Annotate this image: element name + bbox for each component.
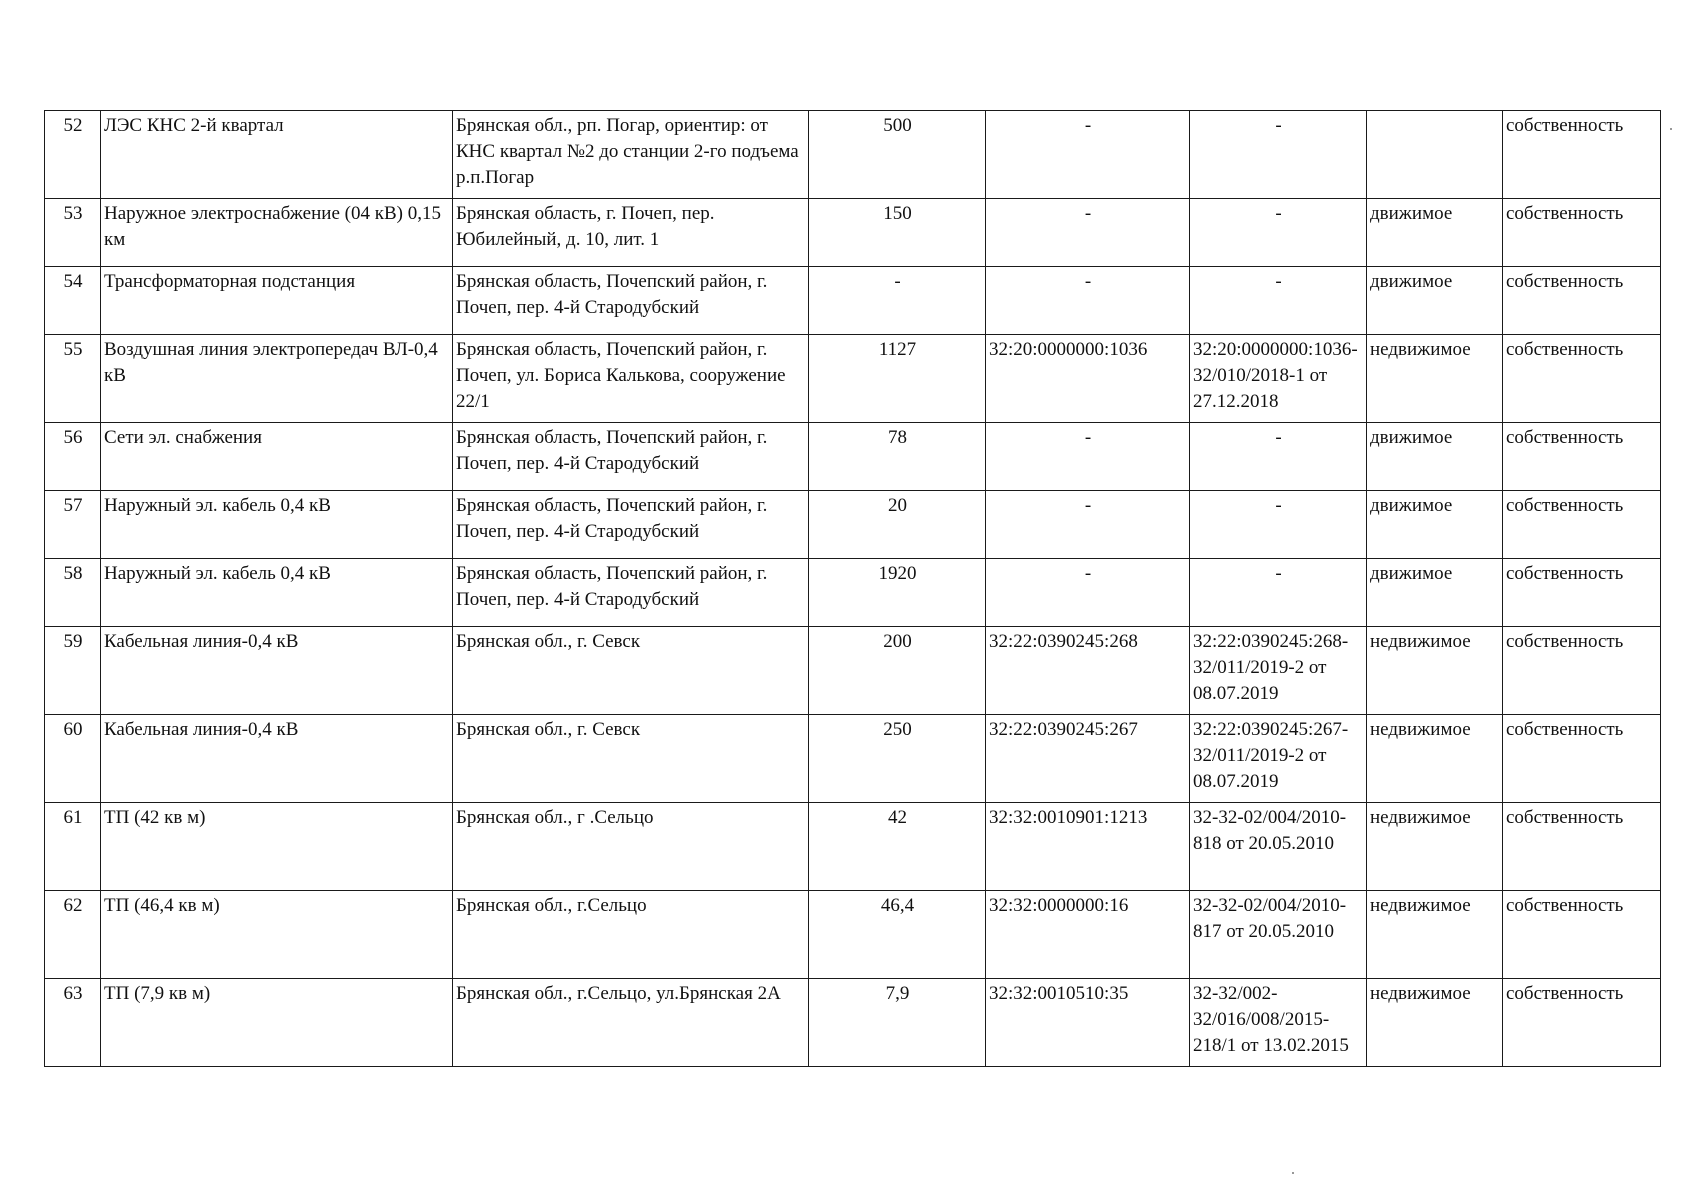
- ownership-right: собственность: [1503, 803, 1661, 891]
- row-number: 54: [45, 267, 101, 335]
- object-length: 1127: [809, 335, 986, 423]
- cadastral-number: 32:32:0000000:16: [986, 891, 1190, 979]
- ownership-right: собственность: [1503, 267, 1661, 335]
- property-kind: недвижимое: [1367, 803, 1503, 891]
- object-address: Брянская область, Почепский район, г. Почеп, ул. Бориса Калькова, сооружение 22/1: [453, 335, 809, 423]
- table-row: [45, 979, 1661, 1067]
- cadastral-number: 32:22:0390245:267: [986, 715, 1190, 803]
- cadastral-number: -: [986, 423, 1190, 491]
- object-length: 250: [809, 715, 986, 803]
- registration-record: -: [1190, 267, 1367, 335]
- table-row: [45, 491, 1661, 559]
- property-kind: движимое: [1367, 423, 1503, 491]
- object-length: 500: [809, 111, 986, 199]
- object-length: 78: [809, 423, 986, 491]
- registration-record: -: [1190, 199, 1367, 267]
- ownership-right: собственность: [1503, 335, 1661, 423]
- table-row: [45, 627, 1661, 715]
- cadastral-number: -: [986, 559, 1190, 627]
- ownership-right: собственность: [1503, 627, 1661, 715]
- property-kind: недвижимое: [1367, 979, 1503, 1067]
- row-number: 59: [45, 627, 101, 715]
- cadastral-number: -: [986, 491, 1190, 559]
- cadastral-number: -: [986, 111, 1190, 199]
- object-name: Наружный эл. кабель 0,4 кВ: [101, 559, 453, 627]
- table-row: [45, 559, 1661, 627]
- registration-record: -: [1190, 559, 1367, 627]
- registration-record: 32:20:0000000:1036-32/010/2018-1 от 27.12.2018: [1190, 335, 1367, 423]
- registration-record: 32:22:0390245:267-32/011/2019-2 от 08.07.2019: [1190, 715, 1367, 803]
- ownership-right: собственность: [1503, 715, 1661, 803]
- object-length: 46,4: [809, 891, 986, 979]
- cadastral-number: 32:32:0010901:1213: [986, 803, 1190, 891]
- row-number: 61: [45, 803, 101, 891]
- scan-speck: [1670, 128, 1672, 130]
- ownership-right: собственность: [1503, 199, 1661, 267]
- object-length: 1920: [809, 559, 986, 627]
- table-row: [45, 111, 1661, 199]
- ownership-right: собственность: [1503, 111, 1661, 199]
- ownership-right: собственность: [1503, 891, 1661, 979]
- table-row: [45, 335, 1661, 423]
- object-name: ТП (42 кв м): [101, 803, 453, 891]
- table-row: [45, 891, 1661, 979]
- object-length: 200: [809, 627, 986, 715]
- object-address: Брянская обл., г.Сельцо, ул.Брянская 2А: [453, 979, 809, 1067]
- property-kind: [1367, 111, 1503, 199]
- object-address: Брянская обл., г. Севск: [453, 627, 809, 715]
- object-name: Наружное электроснабжение (04 кВ) 0,15 км: [101, 199, 453, 267]
- object-address: Брянская обл., г. Севск: [453, 715, 809, 803]
- object-length: 20: [809, 491, 986, 559]
- row-number: 53: [45, 199, 101, 267]
- object-length: 150: [809, 199, 986, 267]
- table-row: [45, 423, 1661, 491]
- row-number: 52: [45, 111, 101, 199]
- registration-record: 32-32-02/004/2010-817 от 20.05.2010: [1190, 891, 1367, 979]
- object-name: Трансформаторная подстанция: [101, 267, 453, 335]
- property-kind: движимое: [1367, 267, 1503, 335]
- property-kind: движимое: [1367, 199, 1503, 267]
- registration-record: 32-32/002-32/016/008/2015-218/1 от 13.02.2015: [1190, 979, 1367, 1067]
- object-address: Брянская область, Почепский район, г. Почеп, пер. 4-й Стародубский: [453, 267, 809, 335]
- object-name: Сети эл. снабжения: [101, 423, 453, 491]
- object-name: Кабельная линия-0,4 кВ: [101, 715, 453, 803]
- registration-record: -: [1190, 491, 1367, 559]
- cadastral-number: -: [986, 199, 1190, 267]
- object-address: Брянская обл., рп. Погар, ориентир: от КНС квартал №2 до станции 2-го подъема р.п.Погар: [453, 111, 809, 199]
- table-row: [45, 199, 1661, 267]
- table-row: [45, 267, 1661, 335]
- object-name: Воздушная линия электропередач ВЛ-0,4 кВ: [101, 335, 453, 423]
- object-length: 7,9: [809, 979, 986, 1067]
- row-number: 60: [45, 715, 101, 803]
- row-number: 62: [45, 891, 101, 979]
- registry-rows: [45, 111, 1661, 1067]
- property-kind: недвижимое: [1367, 715, 1503, 803]
- cadastral-number: 32:20:0000000:1036: [986, 335, 1190, 423]
- table-row: [45, 715, 1661, 803]
- object-address: Брянская область, Почепский район, г. Почеп, пер. 4-й Стародубский: [453, 423, 809, 491]
- property-kind: недвижимое: [1367, 891, 1503, 979]
- row-number: 58: [45, 559, 101, 627]
- row-number: 56: [45, 423, 101, 491]
- ownership-right: собственность: [1503, 491, 1661, 559]
- table-row: [45, 803, 1661, 891]
- object-name: Кабельная линия-0,4 кВ: [101, 627, 453, 715]
- property-kind: недвижимое: [1367, 627, 1503, 715]
- row-number: 57: [45, 491, 101, 559]
- property-registry-table: [44, 110, 1661, 1067]
- object-length: 42: [809, 803, 986, 891]
- registration-record: -: [1190, 111, 1367, 199]
- object-address: Брянская область, г. Почеп, пер. Юбилейный, д. 10, лит. 1: [453, 199, 809, 267]
- object-name: ЛЭС КНС 2-й квартал: [101, 111, 453, 199]
- cadastral-number: -: [986, 267, 1190, 335]
- registration-record: 32:22:0390245:268-32/011/2019-2 от 08.07.2019: [1190, 627, 1367, 715]
- registration-record: 32-32-02/004/2010-818 от 20.05.2010: [1190, 803, 1367, 891]
- object-name: ТП (46,4 кв м): [101, 891, 453, 979]
- ownership-right: собственность: [1503, 559, 1661, 627]
- object-address: Брянская область, Почепский район, г. Почеп, пер. 4-й Стародубский: [453, 559, 809, 627]
- object-length: -: [809, 267, 986, 335]
- registration-record: -: [1190, 423, 1367, 491]
- object-name: ТП (7,9 кв м): [101, 979, 453, 1067]
- object-address: Брянская обл., г.Сельцо: [453, 891, 809, 979]
- ownership-right: собственность: [1503, 979, 1661, 1067]
- property-kind: недвижимое: [1367, 335, 1503, 423]
- row-number: 63: [45, 979, 101, 1067]
- object-address: Брянская обл., г .Сельцо: [453, 803, 809, 891]
- object-address: Брянская область, Почепский район, г. Почеп, пер. 4-й Стародубский: [453, 491, 809, 559]
- row-number: 55: [45, 335, 101, 423]
- cadastral-number: 32:32:0010510:35: [986, 979, 1190, 1067]
- cadastral-number: 32:22:0390245:268: [986, 627, 1190, 715]
- scan-speck: [1292, 1172, 1294, 1174]
- property-kind: движимое: [1367, 491, 1503, 559]
- property-kind: движимое: [1367, 559, 1503, 627]
- ownership-right: собственность: [1503, 423, 1661, 491]
- object-name: Наружный эл. кабель 0,4 кВ: [101, 491, 453, 559]
